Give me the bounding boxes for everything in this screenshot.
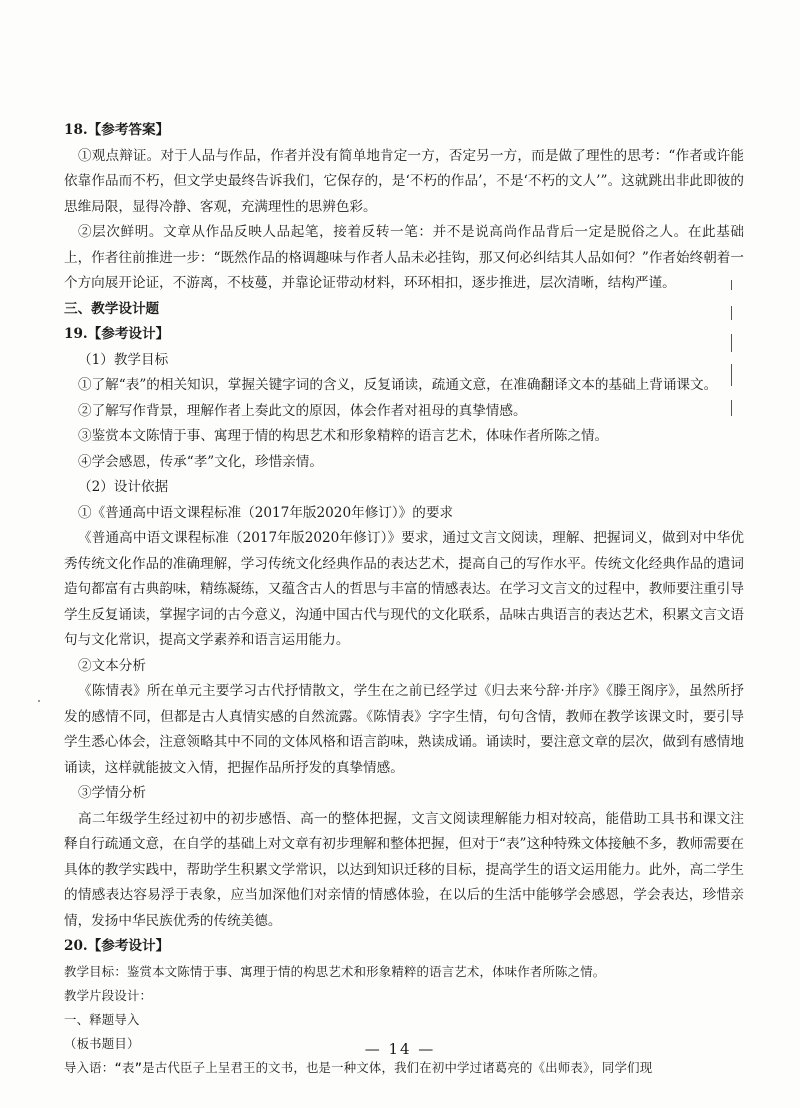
q18-paragraph-1: ①观点辩证。对于人品与作品，作者并没有简单地肯定一方，否定另一方，而是做了理性的思考：“作者或许能依靠作品而不朽，但文学史最终告诉我们，它保存的，是‘不朽的作品’，不是‘不朽的文人’”。这就跳出非此即彼的思维局限，显得冷静、客观，充满理性的思辨色彩。 — [64, 147, 744, 215]
q18-paragraph-2: ②层次鲜明。文章从作品反映人品起笔，接着反转一笔：并不是说高尚作品背后一定是脱俗之人。在此基础上，作者往前推进一步：“既然作品的格调趣味与作者人品未必挂钩，那又何必纠结其人品如何？”作者始终朝着一个方向展开论证，不游离，不枝蔓，并靠论证带动材料，环环相扣，逐步推进，层次清晰，结构严谨。 — [64, 224, 744, 291]
q19-goal-2: ②了解写作背景，理解作者上奏此文的原因，体会作者对祖母的真挚情感。 — [78, 402, 527, 419]
q18-title: 18.【参考答案】 — [64, 122, 170, 138]
binding-margin-marks — [730, 280, 734, 450]
q20-intro-text: 导入语：“表”是古代臣子上呈君王的文书，也是一种文体，我们在初中学过诸葛亮的《出师表》，同学们现 — [64, 1059, 653, 1075]
page-number: — 14 — — [364, 1040, 436, 1058]
q20-goal: 教学目标：鉴赏本文陈情于事、寓理于情的构思艺术和形象精粹的语言艺术，体味作者所陈之情。 — [64, 963, 606, 979]
q19-basis-title: （2）设计依据 — [78, 479, 169, 495]
q20-title: 20.【参考设计】 — [64, 938, 170, 954]
q19-learner-analysis-text: 高二年级学生经过初中的初步感悟、高一的整体把握，文言文阅读理解能力相对较高，能借助工具书和课文注释自行疏通文意，在自学的基础上对文章有初步理解和整体把握，但对于“表”这种特殊文体接触不多，教师需要在具体的教学实践中，帮助学生积累文学常识，以达到知识迁移的目标，提高学生的语文运用能力。此外，高二学生的情感表达容易浮于表象，应当加深他们对亲情的情感体验，在以后的生活中能够学会感恩，学会表达，珍惜亲情，发扬中华民族优秀的传统美德。 — [64, 810, 744, 929]
q20-segment-label: 教学片段设计： — [64, 987, 153, 1003]
q19-goal-3: ③鉴赏本文陈情于事、寓理于情的构思艺术和形象精粹的语言艺术，体味作者所陈之情。 — [78, 428, 609, 444]
q19-text-analysis-text: 《陈情表》所在单元主要学习古代抒情散文，学生在之前已经学过《归去来兮辞·并序》《滕王阁序》，虽然所抒发的感情不同，但都是古人真情实感的自然流露。《陈情表》字字生情，句句含情，教师在教学该课文时，要引导学生悉心体会，注意领略其中不同的文体风格和语言韵味，熟读成诵。诵读时，要注意文章的层次，做到有感情地诵读，这样就能披文入情，把握作品所抒发的真挚情感。 — [64, 683, 744, 776]
q19-title: 19.【参考设计】 — [64, 326, 170, 342]
q19-goal-1: ①了解“表”的相关知识，掌握关键字词的含义，反复诵读，疏通文意，在准确翻译文本的基础上背诵课文。 — [78, 377, 718, 393]
page-content — [64, 118, 744, 1080]
q19-standard-title: ①《普通高中语文课程标准（2017年版2020年修订）》的要求 — [78, 504, 454, 521]
q19-text-analysis-title: ②文本分析 — [78, 657, 146, 674]
q20-board-note: （板书题目） — [64, 1035, 140, 1051]
q20-part-1-title: 一、释题导入 — [64, 1011, 140, 1027]
q19-standard-text: 《普通高中语文课程标准（2017年版2020年修订）》要求，通过文言文阅读，理解、把握词义，做到对中华优秀传统文化作品的准确理解，学习传统文化经典作品的表达艺术，提高自己的写作水平。传统文化经典作品的遣词造句都富有古典韵味，精练凝练，又蕴含古人的哲思与丰富的情感表达。在学习文言文的过程中，教师要注重引导学生反复诵读，掌握字词的古今意义，沟通中国古代与现代的文化联系，品味古典语言的表达艺术，积累文言文语句与文化常识，提高文学素养和语言运用能力。 — [64, 530, 744, 648]
scan-speck — [38, 700, 40, 702]
q19-goal-4: ④学会感恩，传承“孝”文化，珍惜亲情。 — [78, 453, 323, 470]
q19-goal-title: （1）教学目标 — [78, 351, 169, 368]
q19-learner-analysis-title: ③学情分析 — [78, 785, 146, 801]
section-3-title: 三、教学设计题 — [64, 300, 160, 317]
